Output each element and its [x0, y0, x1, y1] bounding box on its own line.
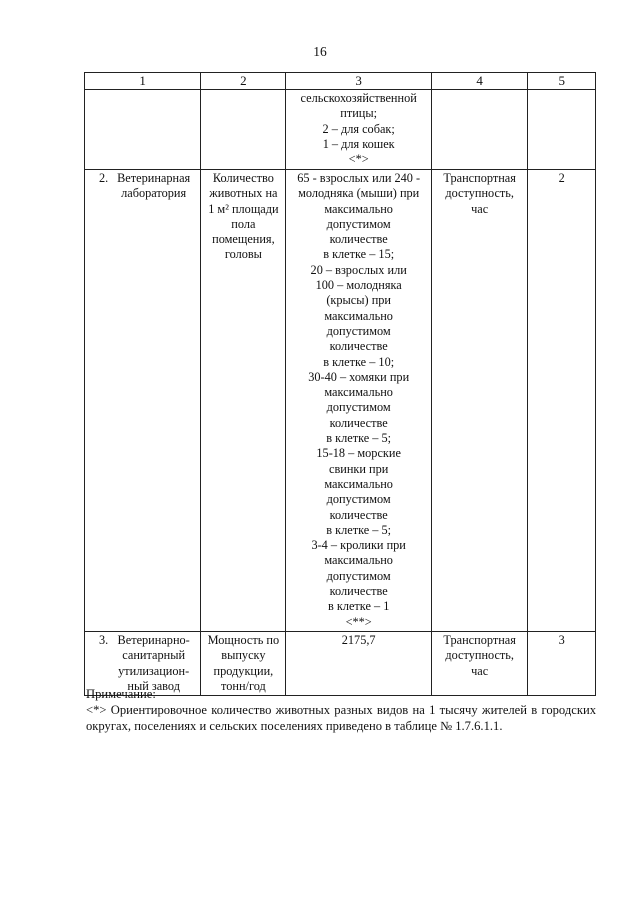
page-number: 16 [313, 44, 327, 59]
object-name: Ветеринарно- санитарный утилизацион- ный завод [117, 632, 190, 693]
value-cell [528, 90, 596, 170]
footnote [86, 686, 596, 734]
column-header: 5 [528, 73, 596, 90]
object-name: Ветеринарная лаборатория [117, 171, 191, 201]
value-cell: 2 [528, 170, 596, 632]
unit-cell: Транспортная доступность, час [431, 631, 528, 695]
column-header: 3 [286, 73, 431, 90]
column-header: 4 [431, 73, 528, 90]
row-number: 3. [99, 632, 109, 647]
unit-cell [431, 90, 528, 170]
indicator-cell [201, 90, 286, 170]
table-row [85, 170, 596, 632]
norms-table [84, 72, 596, 696]
table-header-row [85, 73, 596, 90]
column-header: 1 [85, 73, 201, 90]
object-cell [85, 90, 201, 170]
norm-cell: сельскохозяйственной птицы; 2 – для собак; 1 – для кошек <*> [286, 90, 431, 170]
note-text: <*> Ориентировочное количество животных разных видов на 1 тысячу жителей в городских округах, поселениях и сельских поселениях приведено в таблице № 1.7.6.1.1. [86, 703, 596, 733]
row-number: 2. [99, 171, 109, 185]
value-cell: 3 [528, 631, 596, 695]
indicator-cell: Мощность по выпуску продукции, тонн/год [201, 631, 286, 695]
norm-cell: 2175,7 [286, 631, 431, 695]
note-title: Примечание: [86, 687, 156, 701]
indicator-cell: Количество животных на 1 м² площади пола помещения, головы [201, 170, 286, 632]
object-cell [85, 170, 201, 632]
table-row [85, 90, 596, 170]
norm-cell: 65 - взрослых или 240 - молодняка (мыши) при максимально допустимом количестве в клетке – 15; 20 – взрослых или 100 – молодняка (крысы) при максимально допустимом количестве в клетке – 10; 30-40 – хомяки при максимально допустимом количестве в клетке – 5; 15-18 – морские свинки при максимально допустимом количестве в клетке – 5; 3-4 – кролики при максимально допустимом количестве в клетке – 1 <**> [286, 170, 431, 632]
unit-cell: Транспортная доступность, час [431, 170, 528, 632]
column-header: 2 [201, 73, 286, 90]
